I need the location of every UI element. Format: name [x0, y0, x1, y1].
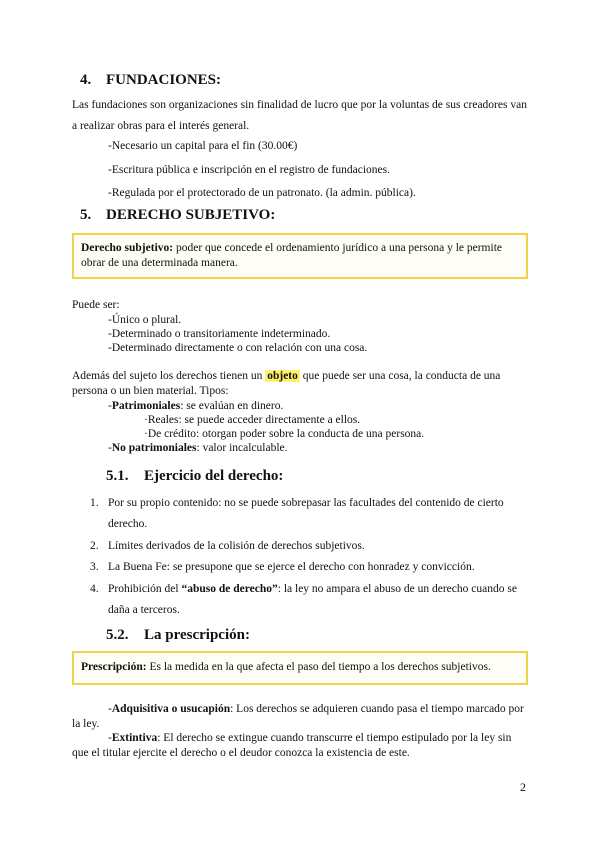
section-number: 4.	[80, 72, 92, 88]
dash: -	[108, 703, 112, 715]
dash: -	[108, 732, 112, 744]
abuso-de-derecho-term: “abuso de derecho”	[181, 583, 278, 595]
definition-text: poder que concede el ordenamiento jurídico a una persona y le permite obrar de una determinada manera.	[81, 242, 502, 269]
extintiva-term: Extintiva	[111, 732, 158, 744]
adquisitiva-text: : Los derechos se adquieren cuando pasa el tiempo marcado por la ley.	[72, 703, 524, 730]
list-item	[90, 557, 528, 578]
section-title: Ejercicio del derecho:	[144, 468, 284, 484]
adquisitiva-paragraph	[72, 702, 528, 732]
list-text: La Buena Fe: se presupone que se ejerce el derecho con honradez y convicción.	[108, 561, 475, 573]
section-title: DERECHO SUBJETIVO:	[106, 207, 276, 223]
fundaciones-item: -Regulada por el protectorado de un patronato. (la admin. pública).	[108, 187, 416, 199]
patrimoniales-text: : se evalúan en dinero.	[180, 400, 284, 412]
list-number: 4.	[90, 583, 99, 595]
section-number: 5.1.	[106, 468, 129, 484]
type-item: -Determinado directamente o con relación con una cosa.	[108, 342, 368, 354]
section-title: FUNDACIONES:	[106, 72, 222, 88]
definition-text: Es la medida en la que afecta el paso del tiempo a los derechos subjetivos.	[146, 661, 491, 673]
section-number: 5.2.	[106, 627, 129, 643]
extintiva-paragraph	[72, 731, 528, 761]
section-number: 5.	[80, 207, 92, 223]
type-item: -Determinado o transitoriamente indeterminado.	[108, 328, 331, 340]
section-5-2-heading	[106, 627, 250, 644]
list-item	[90, 536, 528, 557]
list-text: Por su propio contenido: no se puede sobrepasar las facultades del contenido de cierto derecho.	[108, 497, 504, 530]
patrimoniales-item	[108, 399, 283, 414]
fundaciones-item: -Necesario un capital para el fin (30.00€)	[108, 140, 298, 152]
section-title: La prescripción:	[144, 627, 250, 643]
adquisitiva-term: Adquisitiva o usucapión	[111, 703, 231, 715]
objeto-highlight: objeto	[267, 370, 298, 382]
definition-box-prescripcion	[72, 651, 528, 685]
reales-item: ·Reales: se puede acceder directamente a ellos.	[144, 414, 361, 426]
list-item	[90, 579, 528, 621]
list-number: 1.	[90, 497, 99, 509]
section-5-heading	[80, 207, 275, 224]
page-number: 2	[520, 780, 526, 794]
puede-ser-label: Puede ser:	[72, 299, 120, 311]
text-pre: Prohibición del	[108, 583, 182, 595]
no-patrimoniales-item	[108, 441, 288, 456]
objeto-text-pre: Además del sujeto los derechos tienen un	[72, 370, 266, 382]
patrimoniales-term: Patrimoniales	[111, 400, 181, 412]
text-post: : la ley no ampara el abuso de un derecho cuando se daña a terceros.	[108, 583, 517, 616]
list-number: 2.	[90, 540, 99, 552]
objeto-text-post: que puede ser una cosa, la conducta de una persona o un bien material. Tipos:	[72, 370, 501, 397]
dash: -	[108, 442, 112, 454]
fundaciones-item: -Escritura pública e inscripción en el registro de fundaciones.	[108, 164, 390, 176]
list-text: Límites derivados de la colisión de derechos subjetivos.	[108, 540, 365, 552]
dash: -	[108, 400, 112, 412]
section-4-heading	[80, 72, 221, 89]
no-patrimoniales-term: No patrimoniales	[111, 442, 197, 454]
no-patrimoniales-text: : valor incalculable.	[196, 442, 288, 454]
list-number: 3.	[90, 561, 99, 573]
definition-box-derecho-subjetivo	[72, 233, 528, 279]
objeto-paragraph	[72, 369, 528, 399]
list-text	[108, 579, 528, 621]
definition-term: Prescripción:	[81, 661, 147, 673]
list-item	[90, 493, 528, 535]
section-5-1-heading	[106, 468, 283, 485]
credito-item: ·De crédito: otorgan poder sobre la conducta de una persona.	[144, 428, 425, 440]
definition-term: Derecho subjetivo:	[81, 242, 174, 254]
type-item: -Único o plural.	[108, 314, 182, 326]
extintiva-text: : El derecho se extingue cuando transcurre el tiempo estipulado por la ley sin que el titular ejercite el derecho o el deudor conozca la existencia de este.	[72, 732, 512, 759]
fundaciones-paragraph: Las fundaciones son organizaciones sin finalidad de lucro que por la voluntas de sus creadores van a realizar obras para el interés general.	[72, 99, 527, 132]
